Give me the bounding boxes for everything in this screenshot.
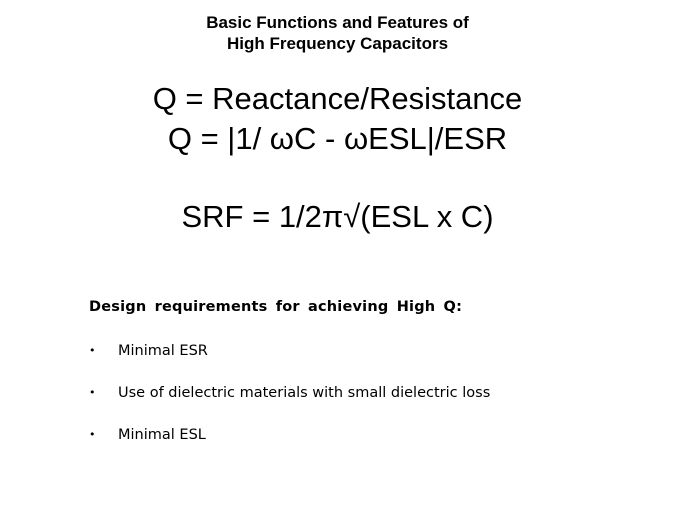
q-esr-formula: Q = |1/ ωC - ωESL|/ESR [167, 121, 508, 156]
design-requirements-heading: Design requirements for achieving High Q: [89, 299, 463, 315]
list-item-text: Minimal ESR [118, 343, 208, 359]
list-item-text: Use of dielectric materials with small dielectric loss [118, 385, 491, 401]
bullet-icon: • [89, 344, 96, 357]
bullet-icon: • [89, 386, 96, 399]
slide-title [0, 12, 675, 54]
slide-title-line-2: High Frequency Capacitors [226, 34, 449, 53]
slide-title-line-1: Basic Functions and Features of [206, 13, 469, 32]
srf-formula: SRF = 1/2π√(ESL x C) [181, 199, 494, 234]
list-item-text: Minimal ESL [118, 427, 206, 443]
q-definition-formula: Q = Reactance/Resistance [152, 81, 523, 116]
bullet-icon: • [89, 428, 96, 441]
